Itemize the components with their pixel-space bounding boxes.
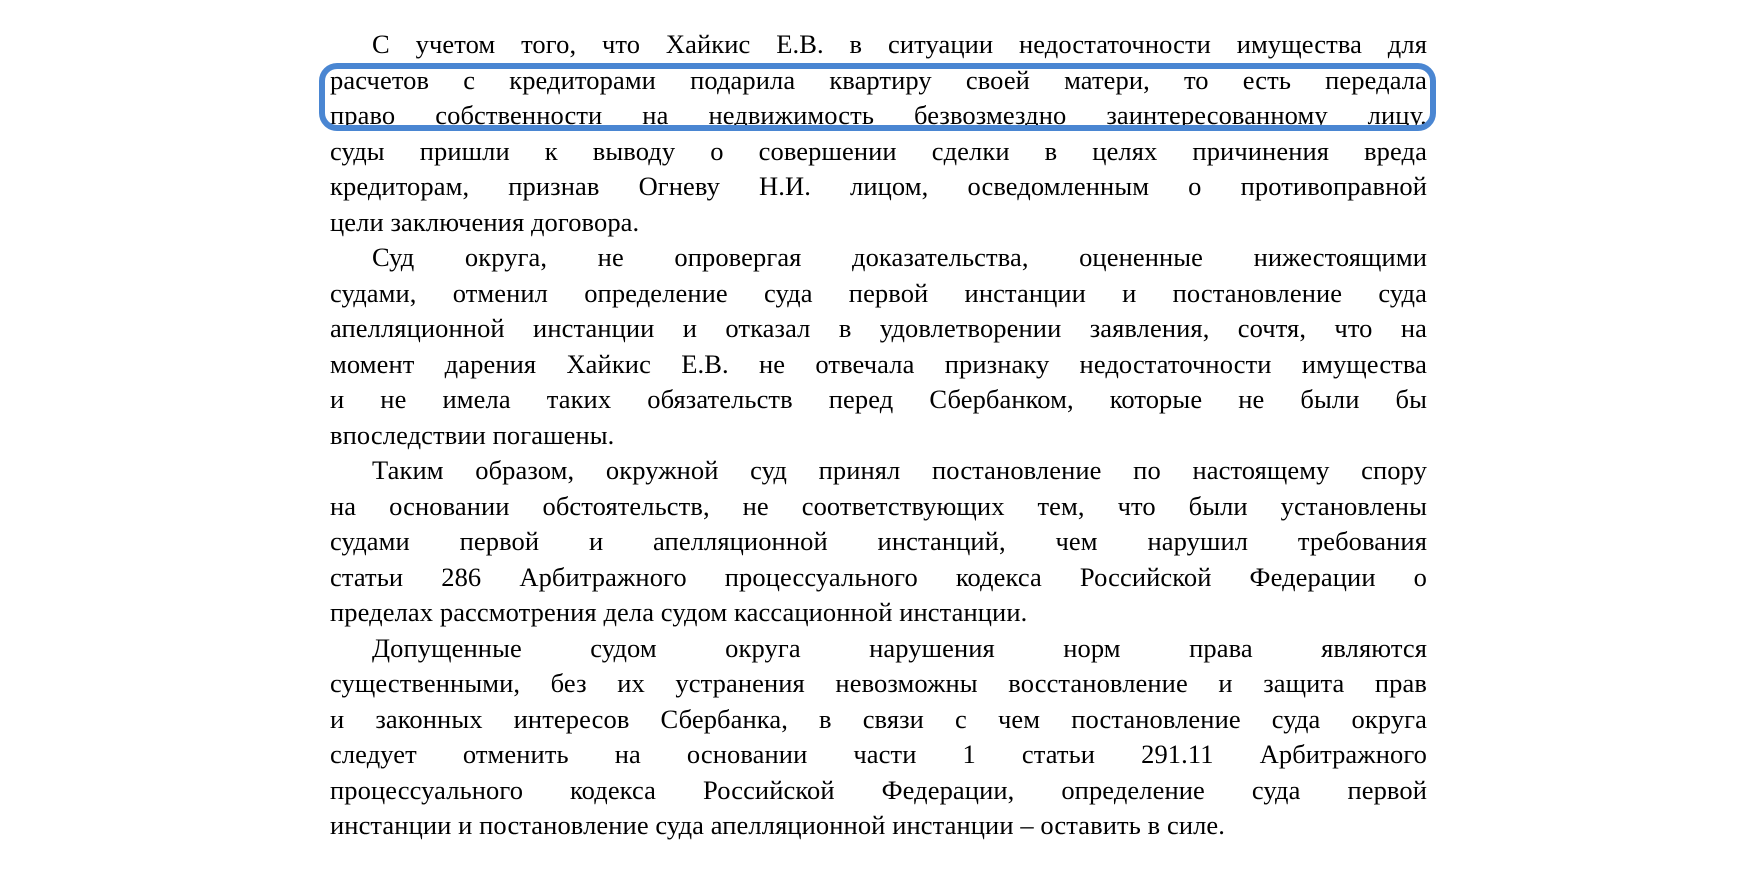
text-line: кредиторам, признав Огневу Н.И. лицом, осведомленным о противоправной: [330, 171, 1427, 201]
text-line: апелляционной инстанции и отказал в удовлетворении заявления, сочтя, что на: [330, 313, 1427, 343]
document-text: [330, 27, 1427, 844]
text-line: процессуального кодекса Российской Федерации, определение суда первой: [330, 774, 1427, 805]
paragraph: [330, 240, 1427, 453]
text-line: пределах рассмотрения дела судом кассационной инстанции.: [330, 597, 1028, 627]
text-line-highlighted: расчетов с кредиторами подарила квартиру своей матери, то есть передала: [330, 64, 1427, 95]
text-line: на основании обстоятельств, не соответствующих тем, что были установлены: [330, 490, 1427, 521]
text-line: Допущенные судом округа нарушения норм права являются: [372, 632, 1427, 663]
text-line: Таким образом, окружной суд принял постановление по настоящему спору: [372, 455, 1427, 485]
text-line: Суд округа, не опровергая доказательства, оцененные нижестоящими: [372, 242, 1427, 272]
paragraph: [330, 453, 1427, 631]
text-line-highlighted: право собственности на недвижимость безвозмездно заинтересованному лицу,: [330, 100, 1427, 130]
text-line: инстанции и постановление суда апелляционной инстанции – оставить в силе.: [330, 810, 1226, 840]
text-line: С учетом того, что Хайкис Е.В. в ситуации недостаточности имущества для: [372, 29, 1427, 59]
text-line: момент дарения Хайкис Е.В. не отвечала признаку недостаточности имущества: [330, 348, 1427, 379]
text-line: впоследствии погашены.: [330, 419, 615, 450]
text-line: существенными, без их устранения невозможны восстановление и защита прав: [330, 668, 1427, 698]
paragraph: [330, 27, 1427, 240]
text-line: статьи 286 Арбитражного процессуального кодекса Российской Федерации о: [330, 561, 1427, 592]
text-line: следует отменить на основании части 1 статьи 291.11 Арбитражного: [330, 739, 1427, 769]
text-line: цели заключения договора.: [330, 206, 640, 237]
paragraph: [330, 631, 1427, 844]
text-line: и не имела таких обязательств перед Сбербанком, которые не были бы: [330, 384, 1427, 414]
text-line: судами, отменил определение суда первой инстанции и постановление суда: [330, 277, 1427, 308]
text-line: суды пришли к выводу о совершении сделки в целях причинения вреда: [330, 135, 1427, 166]
text-line: и законных интересов Сбербанка, в связи с чем постановление суда округа: [330, 703, 1427, 734]
text-line: судами первой и апелляционной инстанций, чем нарушил требования: [330, 526, 1427, 556]
